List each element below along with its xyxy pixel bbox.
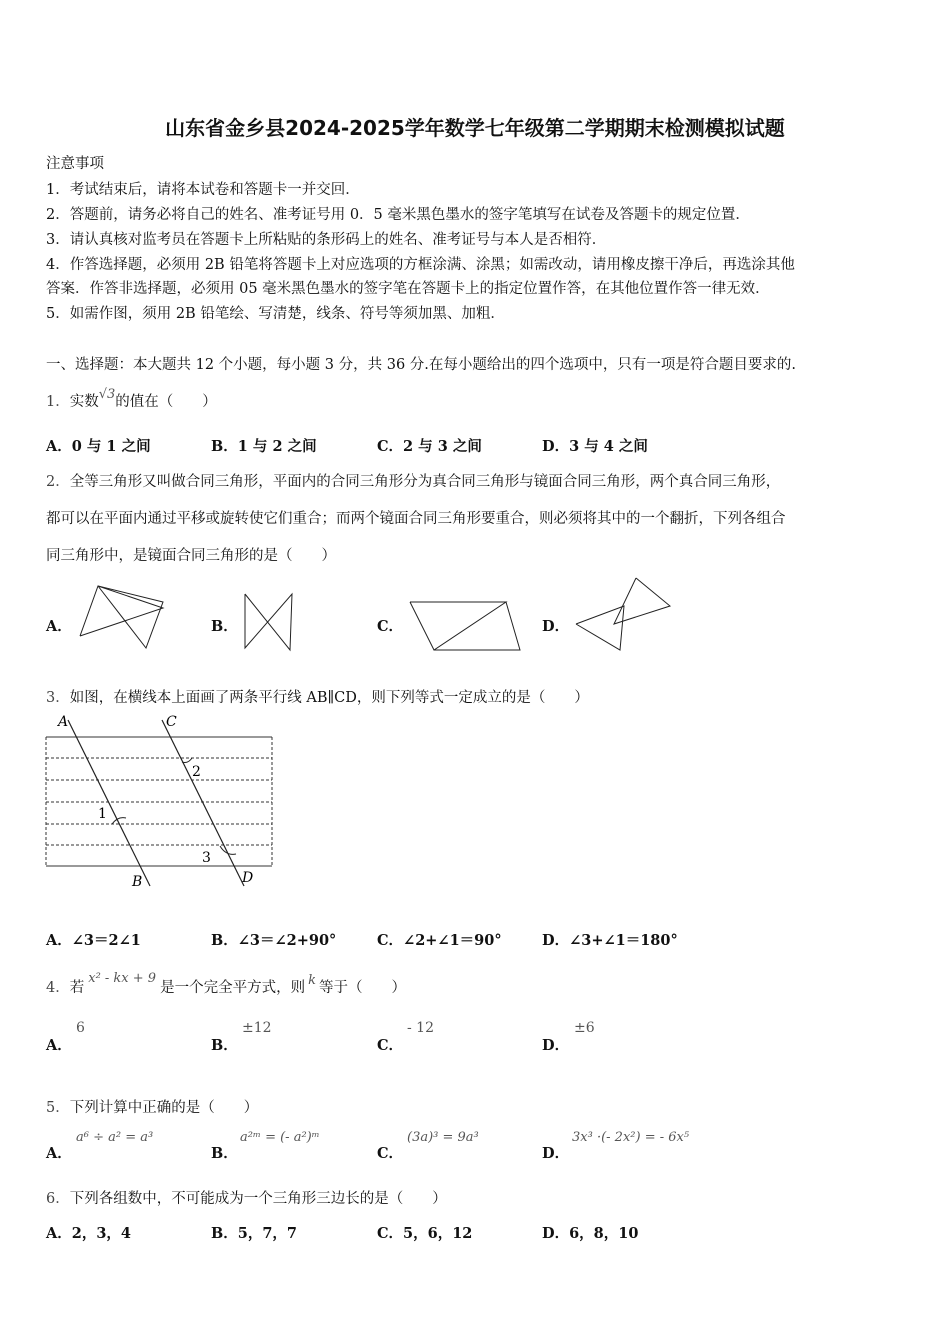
question-text: 若 (69, 980, 85, 996)
triangle-pair-a-figure (78, 582, 168, 652)
option-b-value: a²ᵐ = (- a²)ᵐ (240, 1130, 320, 1145)
section-heading: 一、选择题：本大题共 12 个小题，每小题 3 分，共 36 分.在每小题给出的四个选项中，只有一项是符合题目要求的. (46, 357, 796, 373)
question-1 (46, 387, 217, 411)
question-text: 下列计算中正确的是（ ） (69, 1100, 259, 1116)
figure-label-a: A (58, 714, 69, 730)
option-a[interactable]: A． (46, 618, 72, 635)
question-number: 5． (46, 1100, 70, 1116)
option-d[interactable]: D． (542, 1037, 570, 1054)
option-c[interactable]: C．5，6，12 (377, 1225, 473, 1242)
triangle-pair-c-figure (408, 600, 526, 656)
question-2-line: 都可以在平面内通过平移或旋转使它们重合；而两个镜面合同三角形要重合，则必须将其中的一个翻折，下列各组合 (46, 511, 786, 527)
question-2-line (46, 470, 780, 491)
option-c[interactable]: C． (377, 1037, 404, 1054)
option-c[interactable]: C． (377, 618, 404, 635)
notice-item: 4．作答选择题，必须用 2B 铅笔将答题卡上对应选项的方框涂满、涂黑；如需改动，请用橡皮擦干净后，再选涂其他 (46, 257, 795, 273)
option-b[interactable]: B． (211, 618, 238, 635)
option-a-value: 6 (76, 1020, 85, 1036)
option-a[interactable]: A． (46, 1037, 72, 1054)
question-2-line: 同三角形中，是镜面合同三角形的是（ ） (46, 548, 336, 564)
option-a-value: a⁶ ÷ a² = a³ (76, 1130, 154, 1145)
option-c-value: (3a)³ = 9a³ (407, 1130, 479, 1145)
option-d[interactable]: D． (542, 618, 570, 635)
parallel-lines-figure (44, 712, 284, 890)
notice-item: 答案．作答非选择题，必须用 05 毫米黑色墨水的签字笔在答题卡上的指定位置作答，在其他位置作答一律无效． (46, 281, 770, 297)
angle-label-3: 3 (202, 850, 211, 866)
option-c[interactable]: C． (377, 1145, 404, 1162)
option-a[interactable]: A． (46, 1145, 72, 1162)
question-number: 3． (46, 690, 70, 706)
question-3 (46, 686, 589, 707)
question-5 (46, 1096, 258, 1117)
option-b[interactable]: B．∠3＝∠2+90° (211, 932, 337, 949)
triangle-pair-b-figure (242, 590, 302, 652)
option-d[interactable]: D．∠3+∠1＝180° (542, 932, 678, 949)
notice-heading: 注意事项 (46, 156, 104, 172)
notice-item: 5．如需作图，须用 2B 铅笔绘、写清楚，线条、符号等须加黑、加粗． (46, 306, 505, 322)
question-text: 的值在（ ） (115, 394, 217, 410)
polynomial-math: x² - kx + 9 (88, 971, 157, 986)
option-a[interactable]: A．∠3＝2∠1 (46, 932, 141, 949)
option-c-value: - 12 (407, 1020, 434, 1036)
option-b[interactable]: B． (211, 1145, 238, 1162)
question-number: 4． (46, 980, 70, 996)
question-text: 等于（ ） (318, 980, 406, 996)
option-b[interactable]: B．1 与 2 之间 (211, 438, 317, 455)
sqrt3-math: √3 (98, 387, 116, 402)
k-math: k (308, 973, 316, 988)
question-4 (46, 971, 406, 997)
option-c[interactable]: C．∠2+∠1＝90° (377, 932, 502, 949)
option-a[interactable]: A．2，3，4 (46, 1225, 132, 1242)
question-number: 1． (46, 394, 70, 410)
question-number: 6． (46, 1191, 70, 1207)
question-text: 下列各组数中，不可能成为一个三角形三边长的是（ ） (69, 1191, 447, 1207)
triangle-pair-d-figure (574, 576, 674, 652)
question-text: 如图，在横线本上面画了两条平行线 AB∥CD，则下列等式一定成立的是（ ） (69, 690, 589, 706)
figure-label-d: D (242, 870, 254, 886)
option-d-value: 3x³ ·(- 2x²) = - 6x⁵ (572, 1130, 690, 1145)
question-text: 全等三角形又叫做合同三角形，平面内的合同三角形分为真合同三角形与镜面合同三角形，两个真合同三角形， (69, 474, 781, 490)
option-b-value: ±12 (242, 1020, 272, 1036)
notice-item: 1．考试结束后，请将本试卷和答题卡一并交回． (46, 182, 360, 198)
figure-label-c: C (166, 714, 177, 730)
question-text: 实数 (69, 394, 99, 410)
question-6 (46, 1187, 447, 1208)
question-number: 2． (46, 474, 70, 490)
option-b[interactable]: B．5，7，7 (211, 1225, 298, 1242)
angle-label-1: 1 (98, 806, 107, 822)
option-d[interactable]: D． (542, 1145, 570, 1162)
option-d[interactable]: D．3 与 4 之间 (542, 438, 648, 455)
question-text: 是一个完全平方式，则 (160, 980, 306, 996)
option-a[interactable]: A．0 与 1 之间 (46, 438, 151, 455)
notice-item: 2．答题前，请务必将自己的姓名、准考证号用 0．5 毫米黑色墨水的签字笔填写在试卷及答题卡的规定位置． (46, 207, 750, 223)
option-c[interactable]: C．2 与 3 之间 (377, 438, 482, 455)
option-d[interactable]: D．6，8，10 (542, 1225, 639, 1242)
page-title: 山东省金乡县2024-2025学年数学七年级第二学期期末检测模拟试题 (165, 116, 785, 140)
notice-item: 3．请认真核对监考员在答题卡上所粘贴的条形码上的姓名、准考证号与本人是否相符． (46, 232, 607, 248)
figure-label-b: B (132, 874, 143, 890)
angle-label-2: 2 (192, 764, 201, 780)
option-d-value: ±6 (574, 1020, 595, 1036)
option-b[interactable]: B． (211, 1037, 238, 1054)
